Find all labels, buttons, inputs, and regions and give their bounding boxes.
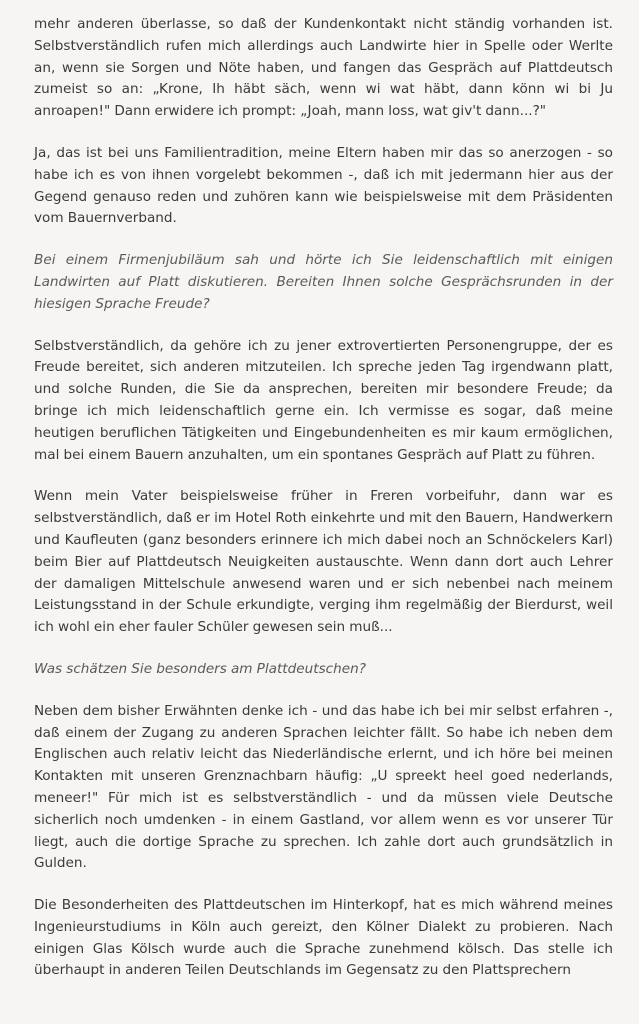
- paragraph-gap: [34, 466, 613, 486]
- paragraph-question-1: Bei einem Firmenjubiläum sah und hörte ich Sie leidenschaftlich mit einigen Landwirten auf Platt diskutieren. Bereiten Ihnen solche Gesprächsrunden in der hiesigen Sprache Freude?: [34, 252, 613, 312]
- paragraph-answer-5: Neben dem bisher Erwähnten denke ich - und das habe ich bei mir selbst erfahren -, daß einem der Zugang zu anderen Sprachen leichter fällt. So habe ich neben dem Englischen auch relativ leicht das Niederländische erlernt, und ich höre bei meinen Kontakten mit unseren Grenznachbarn häufig: „U spreekt heel goed nederlands, meneer!" Für mich ist es selbstverständlich - und da müssen viele Deutsche sicherlich noch umdenken - in einem Gastland, vor allem wenn es vor unserer Tür liegt, auch die dortige Sprache zu sprechen. Ich zahle dort auch grundsätzlich in Gulden.: [34, 702, 613, 872]
- paragraph-gap: [34, 875, 613, 895]
- paragraph-gap: [34, 316, 613, 336]
- paragraph-gap: [34, 681, 613, 701]
- paragraph-answer-1: mehr anderen überlasse, so daß der Kundenkontakt nicht ständig vorhanden ist. Selbstverständlich rufen mich allerdings auch Landwirte hier in Spelle oder Werlte an, wenn sie Sorgen und Nöte haben, und fangen das Gespräch auf Plattdeutsch zumeist so an: „Krone, Ih häbt säch, wenn wi wat häbt, dann könn wi bi Ju anroapen!" Dann erwidere ich prompt: „Joah, mann loss, wat giv't dann...?": [34, 16, 613, 120]
- paragraph-gap: [34, 639, 613, 659]
- paragraph-answer-4: Wenn mein Vater beispielsweise früher in Freren vorbeifuhr, dann war es selbstverständlich, daß er im Hotel Roth einkehrte und mit den Bauern, Handwerkern und Kaufleuten (ganz besonders erinnere ich mich dabei noch an Schnöckelers Karl) beim Bier auf Plattdeutsch Neuigkeiten austauschte. Wenn dann dort auch Lehrer der damaligen Mittelschule anwesend waren und er sich nebenbei nach meinem Leistungsstand in der Schule erkundigte, verging ihm regelmäßig der Bierdurst, weil ich wohl ein eher fauler Schüler gewesen sein muß...: [34, 488, 613, 636]
- paragraph-question-2: Was schätzen Sie besonders am Plattdeutschen?: [34, 660, 366, 677]
- paragraph-gap: [34, 230, 613, 250]
- paragraph-answer-6: Die Besonderheiten des Plattdeutschen im Hinterkopf, hat es mich während meines Ingenieurstudiums in Köln auch gereizt, den Kölner Dialekt zu probieren. Nach einigen Glas Kölsch wurde auch die Sprache zunehmend kölsch. Das stelle ich überhaupt in anderen Teilen Deutschlands im Gegensatz zu den Plattsprechern: [34, 897, 613, 979]
- paragraph-gap: [34, 123, 613, 143]
- paragraph-answer-2: Ja, das ist bei uns Familientradition, meine Eltern haben mir das so anerzogen - so habe ich es von ihnen vorgelebt bekommen -, daß ich mit jedermann hier aus der Gegend genauso reden und zuhören kann wie beispielsweise mit dem Präsidenten vom Bauernverband.: [34, 144, 613, 227]
- paragraph-answer-3: Selbstverständlich, da gehöre ich zu jener extrovertierten Personengruppe, der es Freude bereitet, sich anderen mitzuteilen. Ich spreche jeden Tag irgendwann platt, und solche Runden, die Sie da ansprechen, bereiten mir besondere Freude; da bringe ich mich leidenschaftlich gerne ein. Ich vermisse es sogar, daß meine heutigen beruflichen Tätigkeiten und Eingebundenheiten es mir kaum ermöglichen, mal bei einem Bauern anzuhalten, um ein spontanes Gespräch auf Platt zu führen.: [34, 337, 613, 463]
